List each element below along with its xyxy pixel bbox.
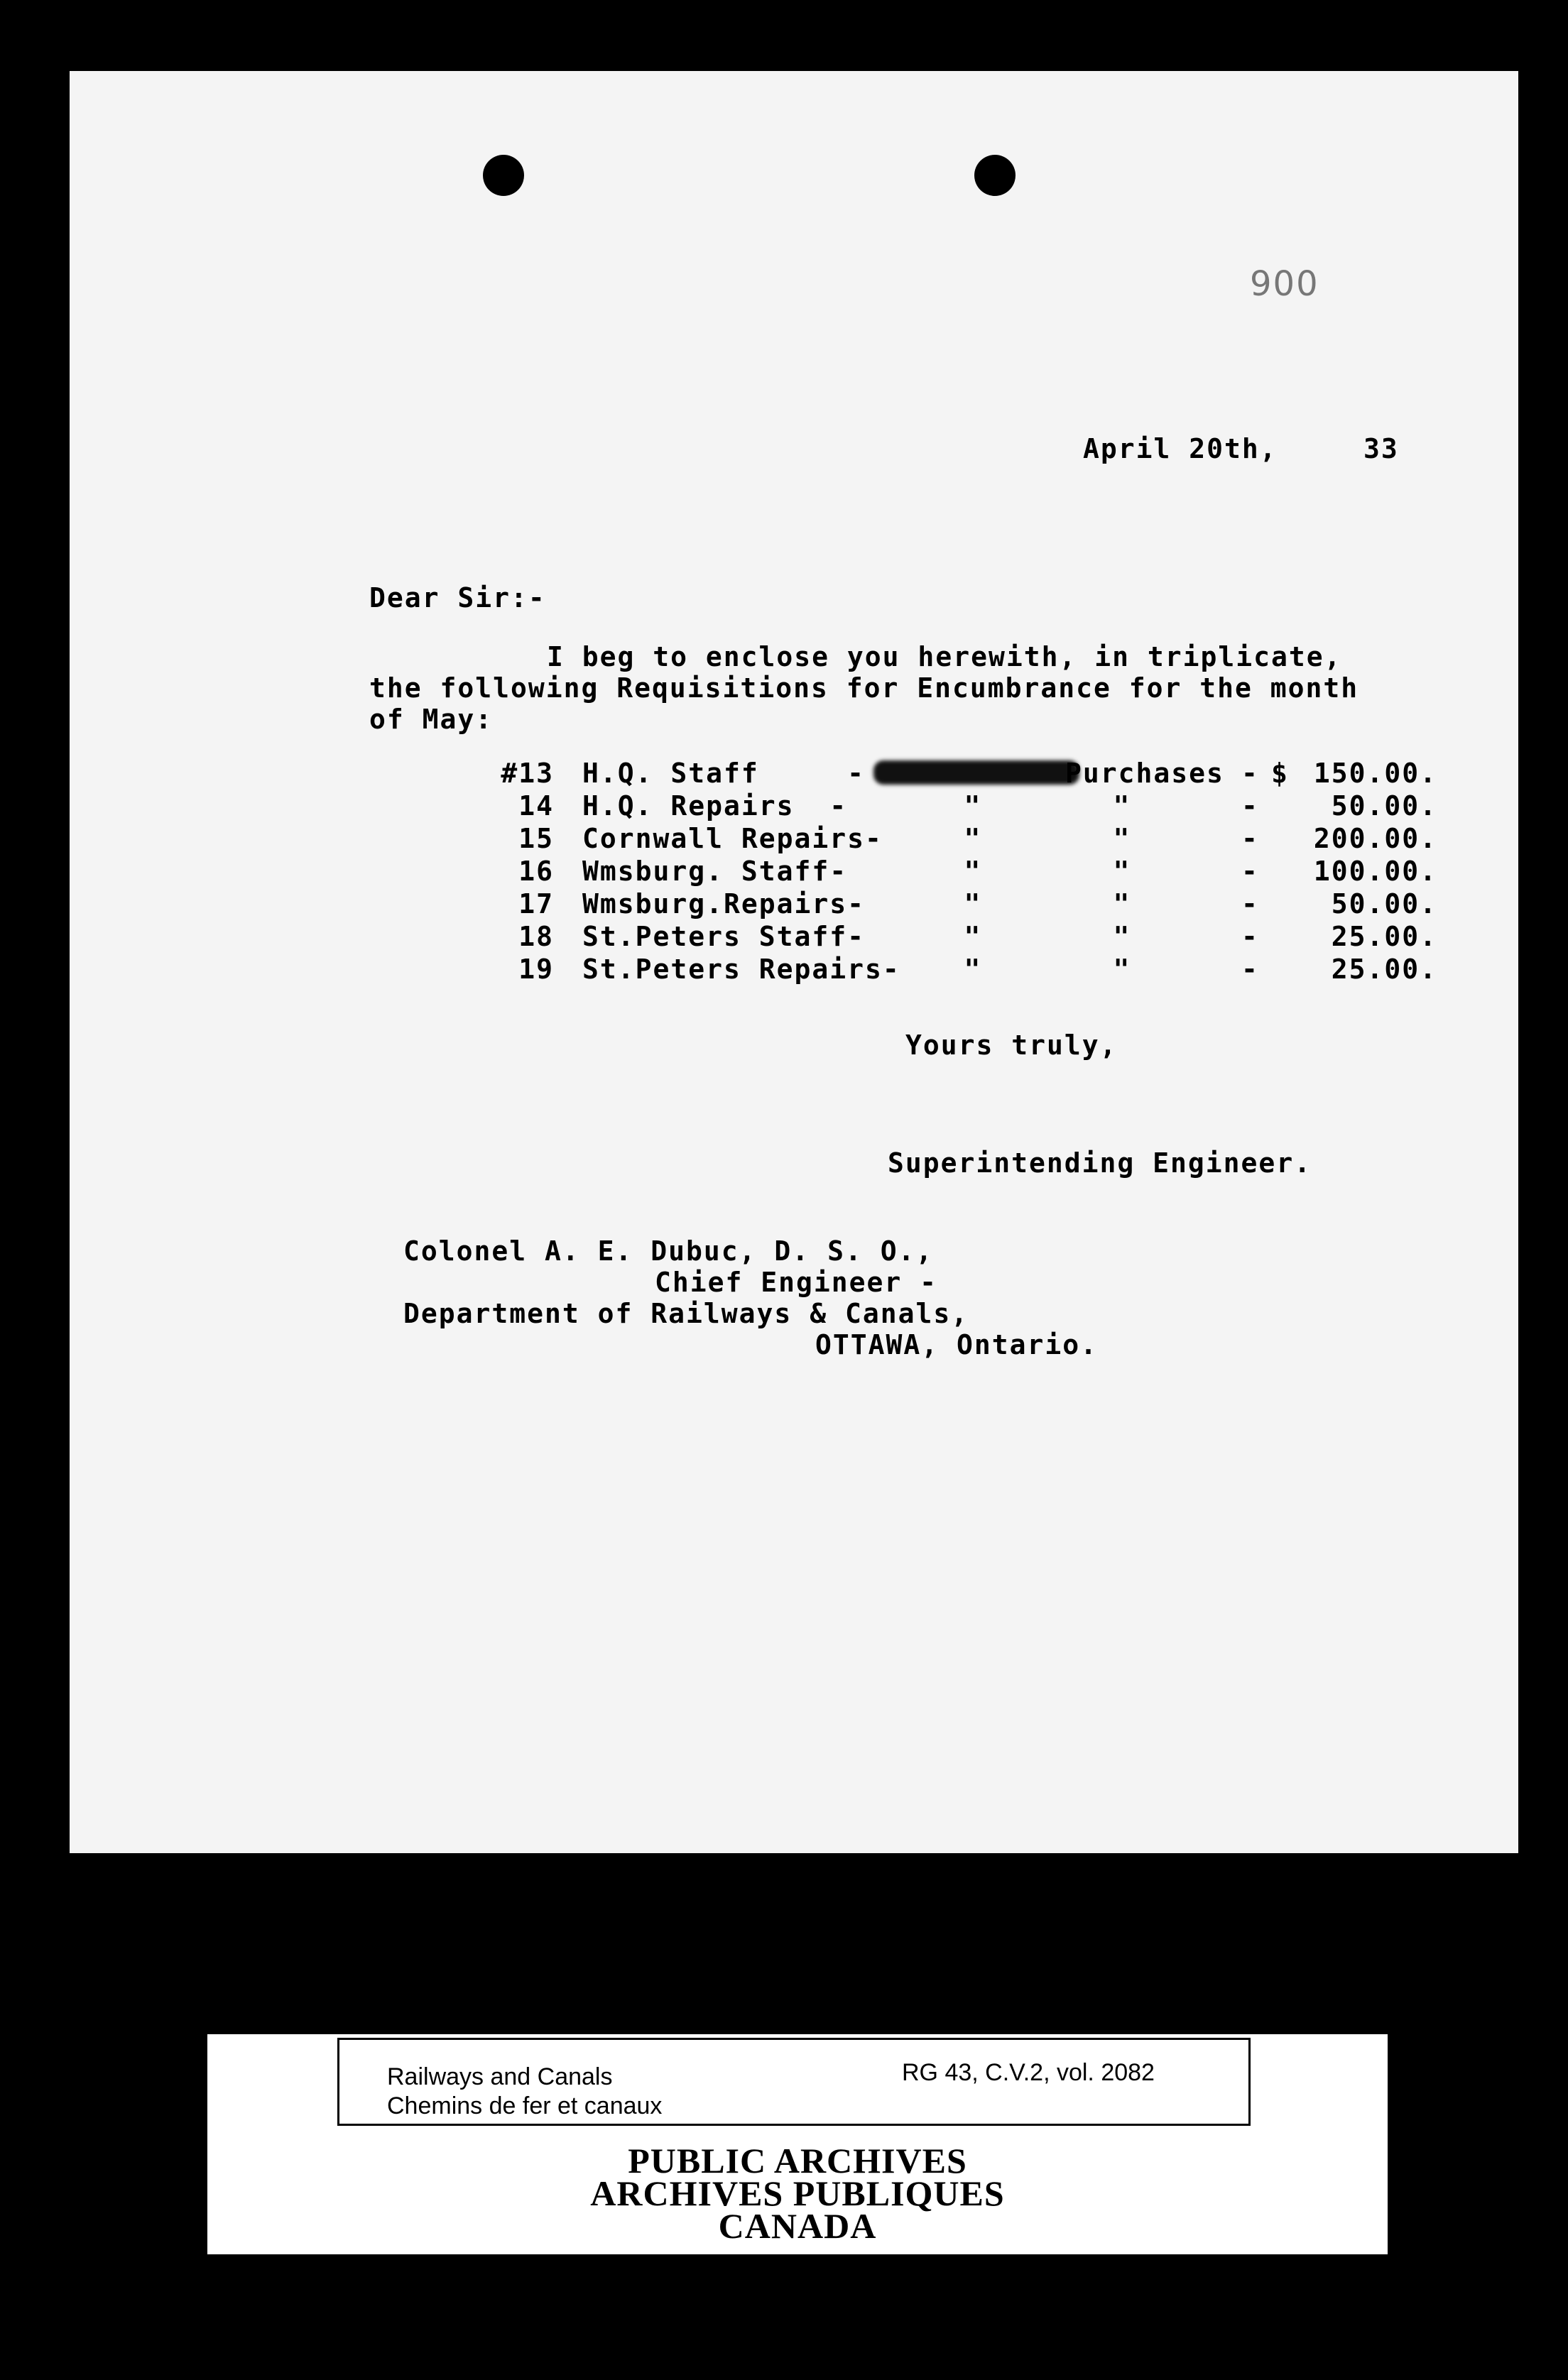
letter-year: 33 [1363, 433, 1399, 464]
req-type-ditto: " [1113, 856, 1131, 887]
req-number: 17 [518, 888, 554, 919]
req-dash: - [1241, 888, 1259, 919]
req-type-ditto: " [1113, 921, 1131, 952]
req-ditto-mark: " [964, 888, 982, 919]
requisition-row [0, 823, 1568, 856]
req-currency: $ [1271, 758, 1289, 789]
req-amount: 100.00. [1313, 856, 1437, 887]
req-number: 16 [518, 856, 554, 887]
req-number: 18 [518, 921, 554, 952]
requisition-row [0, 954, 1568, 986]
req-type-ditto: " [1113, 954, 1131, 985]
req-description: St.Peters Staff- [582, 921, 866, 952]
req-ditto-mark: " [964, 823, 982, 854]
redacted-smudge [873, 760, 1079, 785]
addressee-line-1: Colonel A. E. Dubuc, D. S. O., [403, 1235, 934, 1267]
req-dash: - [1241, 954, 1259, 985]
body-line-3: of May: [369, 704, 494, 735]
body-line-1: I beg to enclose you herewith, in triplicate, [547, 641, 1342, 672]
letter-date: April 20th, [1083, 433, 1278, 464]
archive-reference: RG 43, C.V.2, vol. 2082 [902, 2059, 1155, 2086]
signature-title: Superintending Engineer. [888, 1147, 1312, 1179]
req-description: Wmsburg.Repairs- [582, 888, 866, 919]
closing: Yours truly, [905, 1030, 1118, 1061]
req-dash: - [1241, 790, 1259, 821]
requisition-row [0, 856, 1568, 888]
addressee-line-2: Chief Engineer - [655, 1267, 938, 1298]
salutation: Dear Sir:- [369, 582, 546, 613]
req-ditto-mark: " [964, 790, 982, 821]
req-dash: - [1241, 823, 1259, 854]
archive-name-french: ARCHIVES PUBLIQUES [590, 2173, 1005, 2213]
req-dash: - [1241, 921, 1259, 952]
req-ditto-mark: " [964, 954, 982, 985]
body-line-2: the following Requisitions for Encumbrance for the month [369, 672, 1359, 704]
addressee-line-4: OTTAWA, Ontario. [815, 1329, 1099, 1360]
req-number: 14 [518, 790, 554, 821]
req-ditto-mark: " [964, 856, 982, 887]
req-dash: - [1241, 856, 1259, 887]
req-description: Cornwall Repairs- [582, 823, 883, 854]
punch-hole-right [974, 155, 1016, 196]
req-number: #13 [501, 758, 554, 789]
archive-name-english: PUBLIC ARCHIVES [628, 2141, 967, 2180]
department-english: Railways and Canals [387, 2063, 613, 2090]
req-type-ditto: " [1113, 790, 1131, 821]
req-description: H.Q. Repairs - [582, 790, 848, 821]
req-amount: 50.00. [1331, 790, 1437, 821]
req-number: 15 [518, 823, 554, 854]
req-amount: 200.00. [1313, 823, 1437, 854]
req-description: St.Peters Repairs- [582, 954, 900, 985]
addressee-line-3: Department of Railways & Canals, [403, 1298, 969, 1329]
requisition-row [0, 790, 1568, 823]
requisition-row [0, 888, 1568, 921]
req-number: 19 [518, 954, 554, 985]
req-amount: 50.00. [1331, 888, 1437, 919]
req-ditto-mark: " [964, 921, 982, 952]
req-amount: 150.00. [1313, 758, 1437, 789]
req-amount: 25.00. [1331, 954, 1437, 985]
req-description: H.Q. Staff - [582, 758, 866, 789]
req-type-ditto: " [1113, 888, 1131, 919]
req-amount: 25.00. [1331, 921, 1437, 952]
department-french: Chemins de fer et canaux [387, 2092, 663, 2119]
archive-country: CANADA [718, 2206, 877, 2246]
req-description: Wmsburg. Staff- [582, 856, 848, 887]
requisition-row [0, 921, 1568, 954]
req-type-ditto: " [1113, 823, 1131, 854]
file-number-stamp: 900 [1250, 264, 1319, 304]
punch-hole-left [483, 155, 524, 196]
req-type: Purchases [1065, 758, 1224, 789]
requisition-row [0, 758, 1568, 790]
req-dash: - [1241, 758, 1259, 789]
